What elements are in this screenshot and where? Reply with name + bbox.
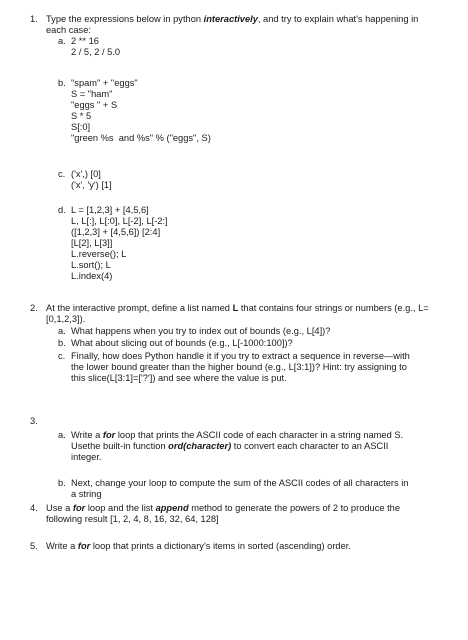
expression-line: ('x', 'y') [1]: [71, 180, 112, 190]
emphasis-text: for: [102, 430, 116, 440]
expression-line: S * 5: [71, 111, 92, 121]
sub-letter: d.: [58, 205, 66, 215]
expression-line: L, L[:], L[:0], L[-2], L[-2:]: [71, 216, 168, 226]
expression-line: 2 ** 16: [71, 36, 99, 46]
emphasis-text: interactively: [203, 14, 258, 24]
expression-line: "eggs " + S: [71, 100, 118, 110]
sub-question-text: What about slicing out of bounds (e.g., L[-1000:100])?: [71, 338, 293, 348]
sub-letter: c.: [58, 169, 66, 179]
expression-line: S = "ham": [71, 89, 113, 99]
expression-line: ([1,2,3] + [4,5,6]) [2:4]: [71, 227, 161, 237]
expression-line: L = [1,2,3] + [4,5,6]: [71, 205, 149, 215]
sub-letter: b.: [58, 338, 66, 348]
expression-line: [L[2], L[3]]: [71, 238, 113, 248]
question-number: 5.: [30, 541, 38, 551]
sub-letter: b.: [58, 478, 66, 488]
expression-line: "spam" + "eggs": [71, 78, 138, 88]
emphasis-text: for: [72, 503, 86, 513]
question-text: Type the expressions below in python interactively, and try to explain what's happening in each case:: [46, 14, 419, 35]
emphasis-text: append: [155, 503, 189, 513]
question-number: 3.: [30, 416, 38, 426]
expression-line: L.index(4): [71, 271, 113, 281]
emphasis-text: ord(character): [168, 441, 232, 451]
sub-letter: c.: [58, 351, 66, 361]
question-text: Use a for loop and the list append method to generate the powers of 2 to produce the following result [1, 2, 4, 8, 16, 32, 64, 128]: [46, 503, 401, 524]
expression-line: ('x',) [0]: [71, 169, 101, 179]
expression-line: 2 / 5, 2 / 5.0: [71, 47, 121, 57]
sub-letter: a.: [58, 326, 66, 336]
expression-line: S[:0]: [71, 122, 91, 132]
question-number: 4.: [30, 503, 38, 513]
sub-question-text: Finally, how does Python handle it if you try to extract a sequence in reverse—with the lower bound greater than the higher bound (e.g., L[3:1])? Hint: try assigning to this slice(L[3:1]=['?']) and see where the value is put.: [71, 351, 410, 383]
sub-letter: a.: [58, 36, 66, 46]
question-number: 1.: [30, 14, 38, 24]
question-text: Write a for loop that prints a dictionary's items in sorted (ascending) order.: [46, 541, 351, 551]
question-number: 2.: [30, 303, 38, 313]
emphasis-text: for: [77, 541, 91, 551]
expression-line: "green %s and %s" % ("eggs", S): [71, 133, 211, 143]
sub-question-text: What happens when you try to index out of bounds (e.g., L[4])?: [71, 326, 331, 336]
expression-line: L.reverse(); L: [71, 249, 127, 259]
sub-letter: b.: [58, 78, 66, 88]
sub-letter: a.: [58, 430, 66, 440]
sub-question-text: Write a for loop that prints the ASCII code of each character in a string named S. Usethe built-in function ord(character) to convert each character to an ASCII integer.: [71, 430, 404, 462]
expression-line: L.sort(); L: [71, 260, 111, 270]
sub-question-text: Next, change your loop to compute the sum of the ASCII codes of all characters in a string: [71, 478, 409, 499]
emphasis-text: L: [232, 303, 239, 313]
question-text: At the interactive prompt, define a list named L that contains four strings or numbers (e.g., L=[0,1,2,3]).: [46, 303, 429, 324]
